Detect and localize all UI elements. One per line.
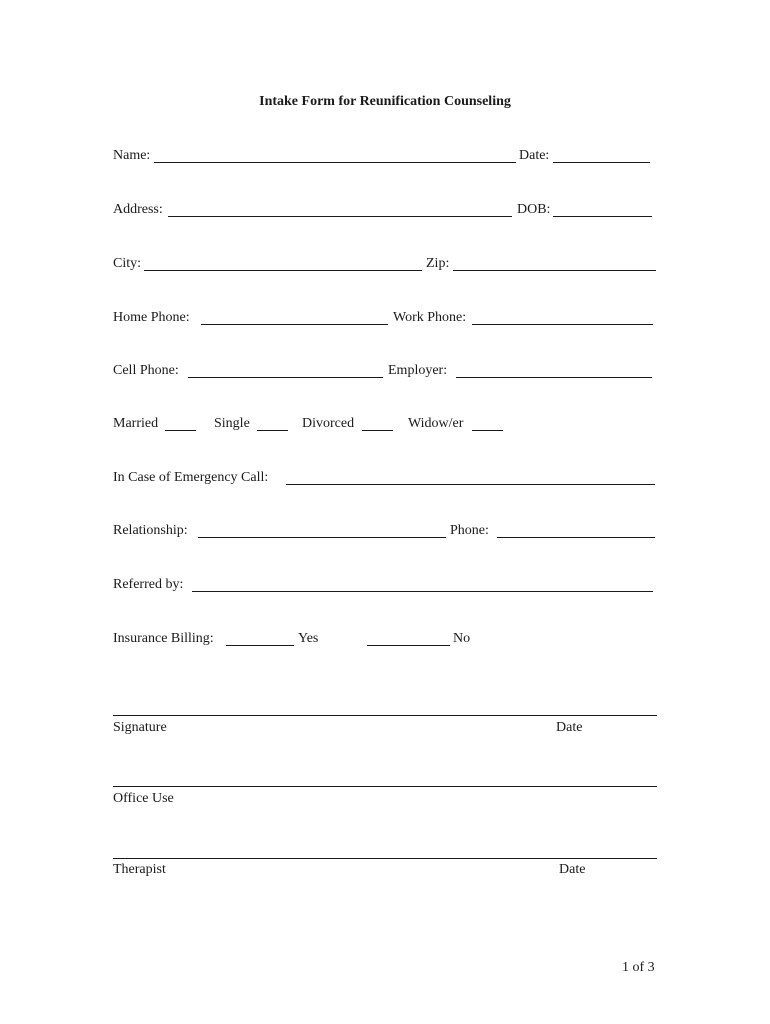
single-blank[interactable] <box>257 430 288 431</box>
cell-phone-field[interactable] <box>188 377 383 378</box>
insurance-yes-blank[interactable] <box>226 645 294 646</box>
referred-field[interactable] <box>192 591 653 592</box>
phone-label: Phone: <box>450 523 489 538</box>
therapist-line[interactable] <box>113 858 657 859</box>
city-field[interactable] <box>144 270 422 271</box>
emergency-field[interactable] <box>286 484 655 485</box>
form-title: Intake Form for Reunification Counseling <box>259 94 511 109</box>
home-phone-label: Home Phone: <box>113 310 190 325</box>
work-phone-field[interactable] <box>472 324 653 325</box>
single-label: Single <box>214 416 250 431</box>
city-label: City: <box>113 256 142 271</box>
dob-label: DOB: <box>517 202 551 217</box>
divorced-blank[interactable] <box>362 430 393 431</box>
therapist-label: Therapist <box>113 862 166 877</box>
phone-field[interactable] <box>497 537 655 538</box>
referred-label: Referred by: <box>113 577 184 592</box>
widow-label: Widow/er <box>408 416 464 431</box>
zip-label: Zip: <box>426 256 450 271</box>
page-number: 1 of 3 <box>622 960 655 975</box>
office-use-line[interactable] <box>113 786 657 787</box>
divorced-label: Divorced <box>302 416 355 431</box>
therapist-date-label: Date <box>559 862 586 877</box>
zip-field[interactable] <box>453 270 656 271</box>
name-label: Name: <box>113 148 151 163</box>
address-label: Address: <box>113 202 163 217</box>
relationship-field[interactable] <box>198 537 446 538</box>
address-field[interactable] <box>168 216 512 217</box>
office-use-label: Office Use <box>113 791 174 806</box>
employer-field[interactable] <box>456 377 652 378</box>
date-field[interactable] <box>553 162 650 163</box>
no-label: No <box>453 631 471 646</box>
name-field[interactable] <box>154 162 516 163</box>
signature-date-label: Date <box>556 720 583 735</box>
insurance-no-blank[interactable] <box>367 645 450 646</box>
signature-label: Signature <box>113 720 167 735</box>
married-label: Married <box>113 416 159 431</box>
signature-line[interactable] <box>113 715 657 716</box>
dob-field[interactable] <box>553 216 652 217</box>
employer-label: Employer: <box>388 363 448 378</box>
work-phone-label: Work Phone: <box>393 310 467 325</box>
emergency-label: In Case of Emergency Call: <box>113 470 269 485</box>
date-label: Date: <box>519 148 550 163</box>
insurance-label: Insurance Billing: <box>113 631 214 646</box>
widow-blank[interactable] <box>472 430 503 431</box>
relationship-label: Relationship: <box>113 523 188 538</box>
cell-phone-label: Cell Phone: <box>113 363 179 378</box>
married-blank[interactable] <box>165 430 196 431</box>
yes-label: Yes <box>298 631 319 646</box>
home-phone-field[interactable] <box>201 324 388 325</box>
